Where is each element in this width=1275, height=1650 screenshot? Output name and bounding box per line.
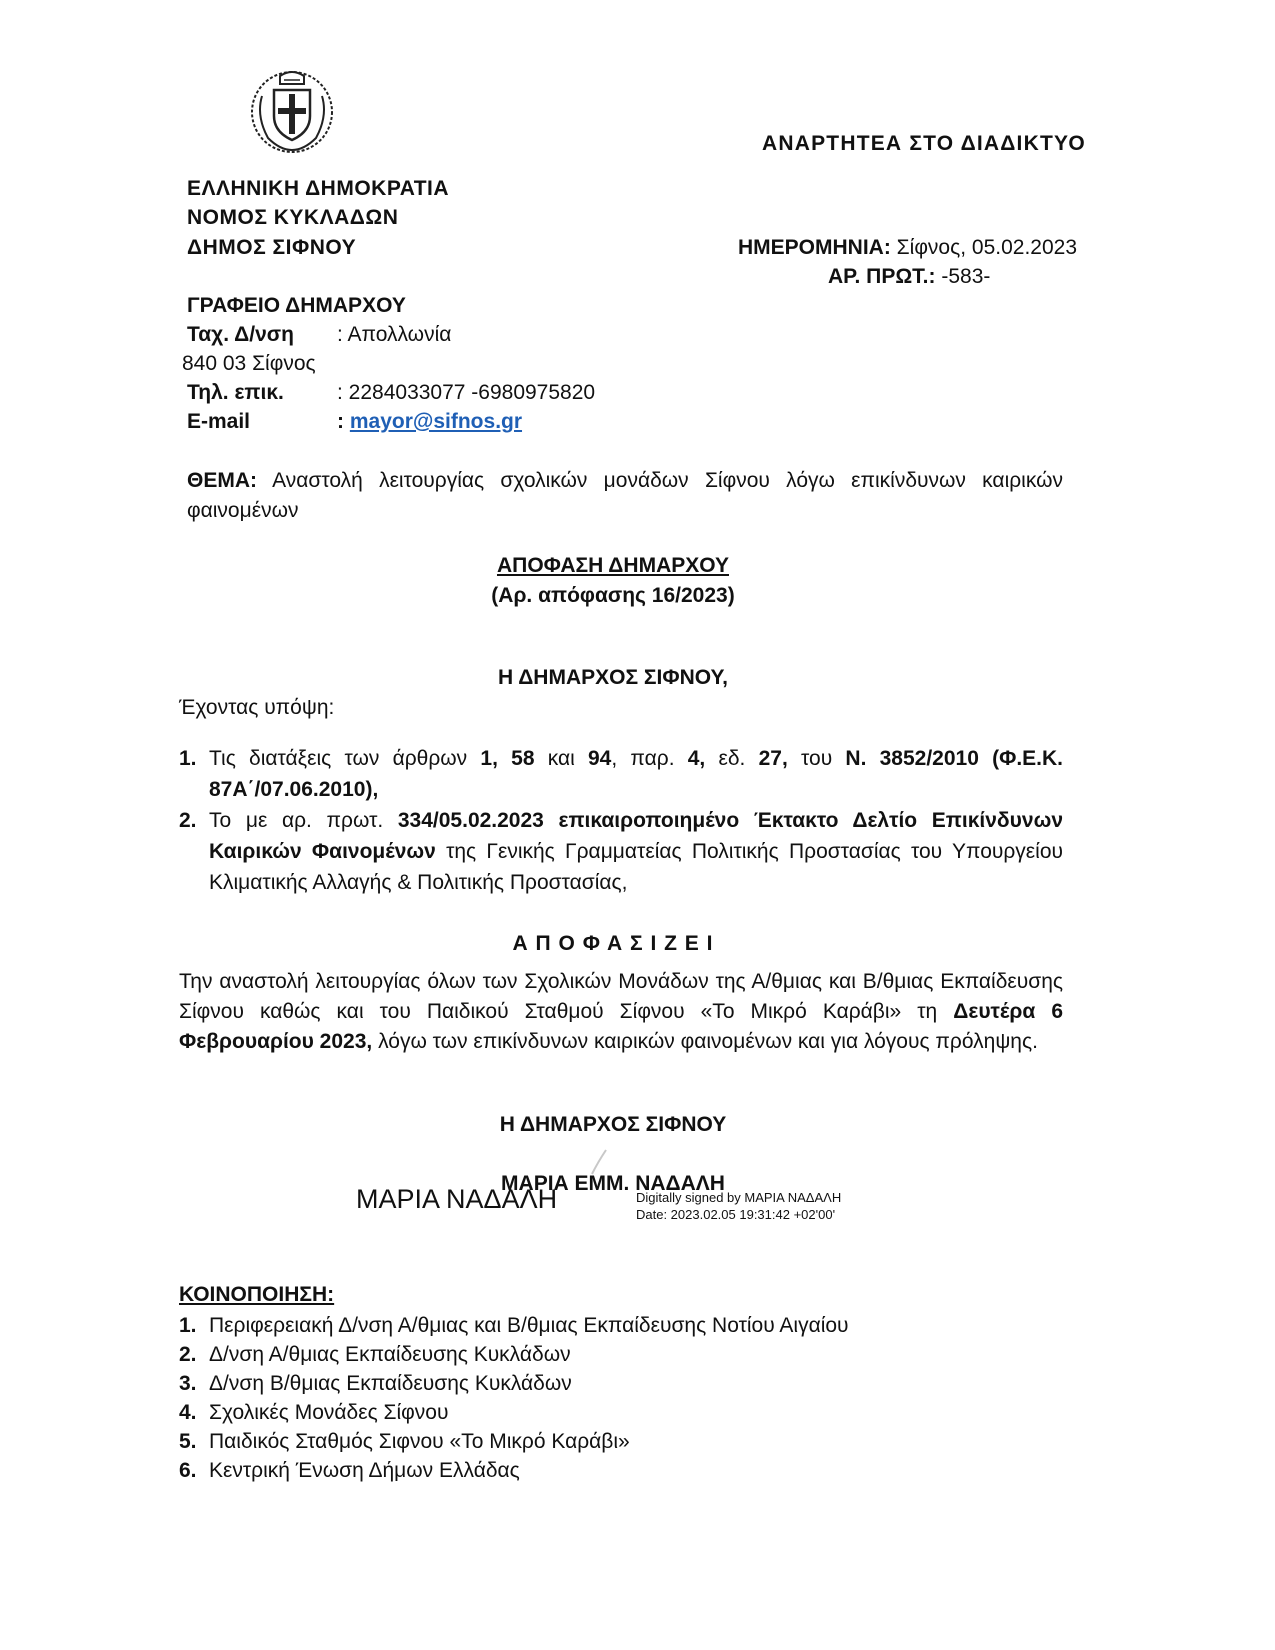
considering-label: Έχοντας υπόψη: <box>179 696 335 719</box>
consideration-item <box>179 743 1063 805</box>
issuer-line-municipality: ΔΗΜΟΣ ΣΙΦΝΟΥ <box>187 236 357 259</box>
greek-coat-of-arms-emblem <box>248 66 336 156</box>
date-label: ΗΜΕΡΟΜΗΝΙΑ: <box>738 236 891 259</box>
digital-signature-date: Date: 2023.02.05 19:31:42 +02'00' <box>636 1207 836 1222</box>
distribution-recipient: Δ/νση Β/θμιας Εκπαίδευσης Κυκλάδων <box>209 1372 572 1395</box>
considerations-list <box>179 743 1063 898</box>
decision-body-text-segment: λόγω των επικίνδυνων καιρικών φαινομένων και για λόγους πρόληψης. <box>372 1030 1038 1053</box>
document-date <box>738 236 1077 260</box>
distribution-recipient: Περιφερειακή Δ/νση Α/θμιας και Β/θμιας Εκπαίδευσης Νοτίου Αιγαίου <box>209 1314 849 1337</box>
distribution-number: 1. <box>179 1314 197 1337</box>
office-address-row <box>187 323 451 347</box>
phone-value: : 2284033077 -6980975820 <box>337 381 596 404</box>
distribution-recipient: Κεντρική Ένωση Δήμων Ελλάδας <box>209 1459 520 1482</box>
digital-signature-signer: Digitally signed by ΜΑΡΙΑ ΝΑΔΑΛΗ <box>636 1190 842 1205</box>
distribution-item <box>179 1427 1079 1456</box>
signed-name: ΜΑΡΙΑ ΝΑΔΑΛΗ <box>356 1184 558 1214</box>
decision-body-text-segment: Την αναστολή λειτουργίας όλων των Σχολικών Μονάδων της Α/θμιας και Β/θμιας Εκπαίδευσης Σίφνου καθώς και του Παιδικού Σταθμού Σίφνου «Το Μικρό Καράβι» τη <box>179 970 1063 1023</box>
protocol-number <box>828 265 990 289</box>
office-title: ΓΡΑΦΕΙΟ ΔΗΜΑΡΧΟΥ <box>187 294 406 317</box>
email-link[interactable]: mayor@sifnos.gr <box>349 410 523 433</box>
office-email-row <box>187 410 522 434</box>
consideration-text-segment: Ν. 3852/2010 (Φ.Ε.Κ. 87Α΄/07.06.2010), <box>209 747 1064 801</box>
issuer-line-prefecture: ΝΟΜΟΣ ΚΥΚΛΑΔΩΝ <box>187 206 399 229</box>
signature-role: Η ΔΗΜΑΡΧΟΣ ΣΙΦΝΟΥ <box>499 1113 727 1136</box>
distribution-title: ΚΟΙΝΟΠΟΙΗΣΗ: <box>179 1283 335 1306</box>
internet-posting-notice: ΑΝΑΡΤΗΤΕΑ ΣΤΟ ΔΙΑΔΙΚΤΥΟ <box>762 132 1086 155</box>
consideration-text-segment: του <box>787 747 846 770</box>
distribution-number: 2. <box>179 1343 197 1366</box>
distribution-item <box>179 1456 1079 1485</box>
subject-label: ΘΕΜΑ: <box>187 469 257 492</box>
consideration-number: 1. <box>179 747 197 770</box>
consideration-text-segment: εδ. <box>705 747 759 770</box>
distribution-number: 4. <box>179 1401 197 1424</box>
consideration-text-segment: 94 <box>588 747 612 770</box>
office-postal-line: 840 03 Σίφνος <box>182 352 316 375</box>
signatory-full-name: ΜΑΡΙΑ ΕΜΜ. ΝΑΔΑΛΗ <box>501 1172 725 1195</box>
distribution-number: 3. <box>179 1372 197 1395</box>
consideration-text-segment: 27, <box>758 747 788 770</box>
distribution-number: 6. <box>179 1459 197 1482</box>
distribution-item <box>179 1369 1079 1398</box>
decides-heading: Α Π Ο Φ Α Σ Ι Ζ Ε Ι <box>512 932 714 955</box>
consideration-text-segment: της Γενικής Γραμματείας Πολιτικής Προστασίας του Υπουργείου Κλιματικής Αλλαγής & Πολιτικής Προστασίας, <box>209 840 1063 894</box>
consideration-text-segment: 1, 58 <box>480 747 535 770</box>
decision-number: (Αρ. απόφασης 16/2023) <box>491 584 735 607</box>
email-prefix: : <box>337 410 344 433</box>
subject-text: Αναστολή λειτουργίας σχολικών μονάδων Σίφνου λόγω επικίνδυνων καιρικών φαινομένων <box>187 469 1063 522</box>
consideration-text-segment: 4, <box>687 747 706 770</box>
distribution-list <box>179 1311 1079 1485</box>
consideration-item <box>179 805 1063 898</box>
consideration-text-segment: Τις διατάξεις των άρθρων <box>209 747 481 770</box>
distribution-recipient: Δ/νση Α/θμιας Εκπαίδευσης Κυκλάδων <box>209 1343 571 1366</box>
issuer-line-republic: ΕΛΛΗΝΙΚΗ ΔΗΜΟΚΡΑΤΙΑ <box>187 177 450 200</box>
distribution-recipient: Σχολικές Μονάδες Σίφνου <box>209 1401 449 1424</box>
protocol-label: ΑΡ. ΠΡΩΤ.: <box>828 265 936 288</box>
office-phone-row <box>187 381 595 405</box>
protocol-value: -583- <box>941 265 991 288</box>
date-value: Σίφνος, 05.02.2023 <box>896 236 1078 259</box>
address-value: : Απολλωνία <box>337 323 452 346</box>
decision-title: ΑΠΟΦΑΣΗ ΔΗΜΑΡΧΟΥ <box>496 554 729 577</box>
address-label: Ταχ. Δ/νση <box>187 323 294 346</box>
consideration-text-segment: Το με αρ. πρωτ. <box>209 809 398 832</box>
distribution-item <box>179 1398 1079 1427</box>
distribution-item <box>179 1340 1079 1369</box>
subject-paragraph <box>187 466 1063 526</box>
consideration-text-segment: , παρ. <box>611 747 688 770</box>
email-label: E-mail <box>187 410 251 433</box>
distribution-item <box>179 1311 1079 1340</box>
consideration-text-segment: 334/05.02.2023 επικαιροποιημένο Έκτακτο Δελτίο Επικίνδυνων Καιρικών Φαινομένων <box>209 809 1063 863</box>
mayor-heading: Η ΔΗΜΑΡΧΟΣ ΣΙΦΝΟΥ, <box>497 666 729 689</box>
consideration-number: 2. <box>179 809 197 832</box>
decision-body-text-segment: Δευτέρα 6 Φεβρουαρίου 2023, <box>179 1000 1064 1053</box>
phone-label: Τηλ. επικ. <box>187 381 284 404</box>
consideration-text-segment: και <box>534 747 588 770</box>
decision-body-paragraph <box>179 967 1063 1057</box>
distribution-recipient: Παιδικός Σταθμός Σιφνου «Το Μικρό Καράβι» <box>209 1430 630 1453</box>
distribution-number: 5. <box>179 1430 197 1453</box>
